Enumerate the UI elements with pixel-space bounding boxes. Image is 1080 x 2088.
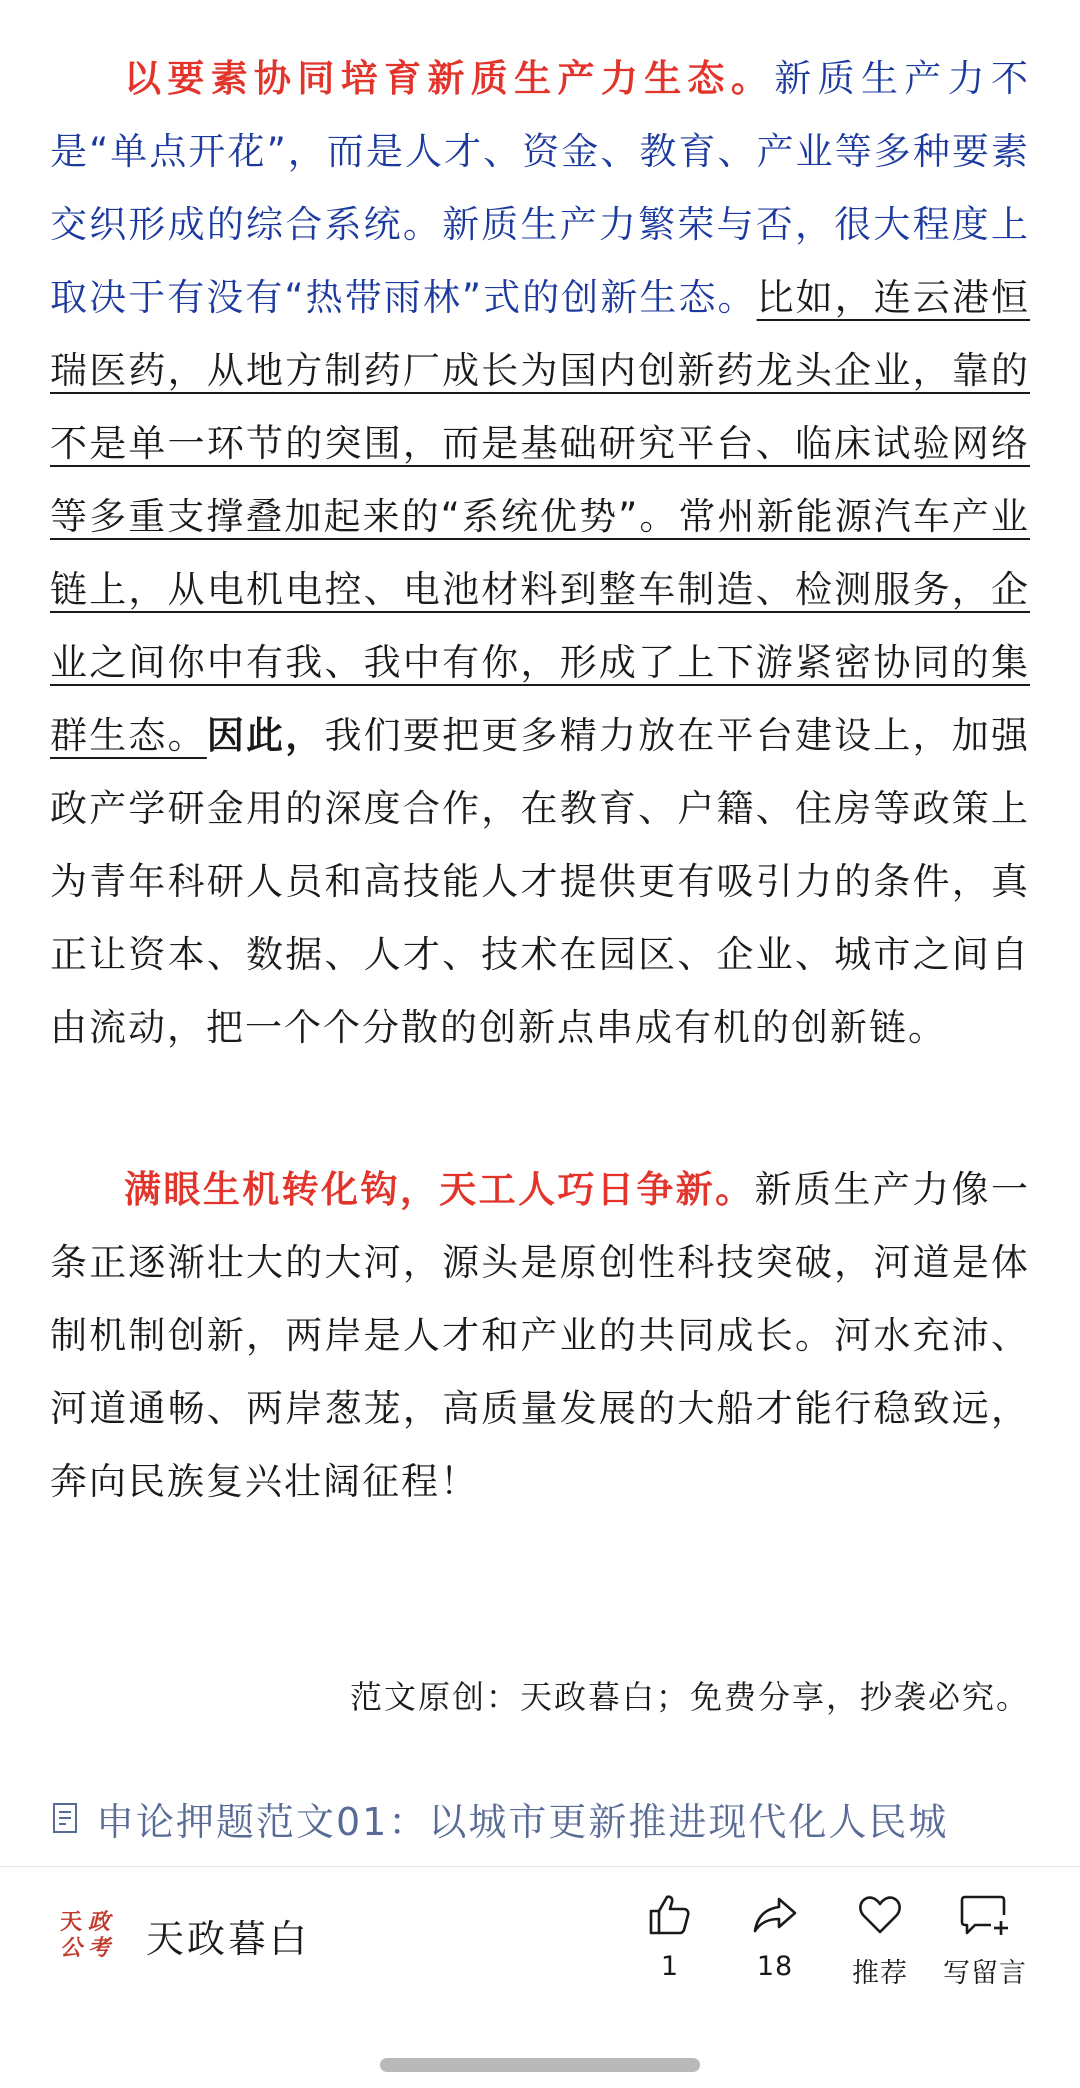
account-logo [58,1907,114,1963]
thumbs-up-icon [646,1891,694,1939]
home-indicator[interactable] [380,2058,700,2072]
like-button[interactable] [620,1891,720,1982]
share-button[interactable] [725,1891,825,1982]
paragraph-body-text: 我们要把更多精力放在平台建设上，加强政产学研金用的深度合作，在教育、户籍、住房等政策上为青年科研人员和高技能人才提供更有吸引力的条件，真正让资本、数据、人才、技术在园区、企业、城市之间自由流动，把一个个分散的创新点串成有机的创新链。 [50,714,1031,1049]
share-icon [751,1891,799,1939]
share-count: 18 [756,1951,794,1982]
bottom-action-bar [0,1866,1080,2027]
logo-char: 天 [60,1909,83,1935]
logo-char: 公 [60,1935,83,1961]
next-article-link[interactable] [52,1790,1052,1846]
bold-connector: 因此， [206,714,325,757]
document-icon [52,1802,78,1834]
clipped-previous-line [50,0,206,15]
comment-add-icon [959,1891,1011,1939]
author-credit: 范文原创：天政暮白；免费分享，抄袭必究。 [349,1678,1030,1716]
recommend-label: 推荐 [852,1958,908,1989]
recommend-button[interactable] [830,1891,930,1990]
write-comment-button[interactable] [935,1891,1035,1990]
logo-char: 政 [88,1909,111,1935]
paragraph-ecosystem [50,42,1030,1064]
heart-icon [856,1891,904,1939]
next-article-title[interactable]: 申论押题范文01：以城市更新推进现代化人民城 [96,1799,949,1844]
paragraph-heading: 满眼生机转化钩，天工人巧日争新。 [124,1168,755,1211]
paragraph-conclusion [50,1153,1030,1518]
paragraph-heading: 以要素协同培育新质生产力生态。 [124,57,775,100]
account-name[interactable]: 天政暮白 [146,1916,311,1961]
like-count: 1 [660,1951,680,1982]
write-comment-label: 写留言 [943,1958,1027,1989]
blue-highlight-text: 新质生产力不是“单点开花”，而是人才、资金、教育、产业等多种要素交织形成的综合系统。新质生产力繁荣与否，很大程度上取决于有没有“热带雨林”式的创新生态。 [50,57,1030,319]
underlined-example-text: 比如，连云港恒瑞医药，从地方制药厂成长为国内创新药龙头企业，靠的不是单一环节的突围，而是基础研究平台、临床试验网络等多重支撑叠加起来的“系统优势”。常州新能源汽车产业链上，从电机电控、电池材料到整车制造、检测服务，企业之间你中有我、我中有你，形成了上下游紧密协同的集群生态。 [50,276,1031,757]
logo-char: 考 [88,1935,111,1961]
account-info[interactable] [58,1907,310,1963]
paragraph-body-text: 新质生产力像一条正逐渐壮大的大河，源头是原创性科技突破，河道是体制机制创新，两岸是人才和产业的共同成长。河水充沛、河道通畅、两岸葱茏，高质量发展的大船才能行稳致远，奔向民族复兴壮阔征程！ [50,1168,1031,1503]
